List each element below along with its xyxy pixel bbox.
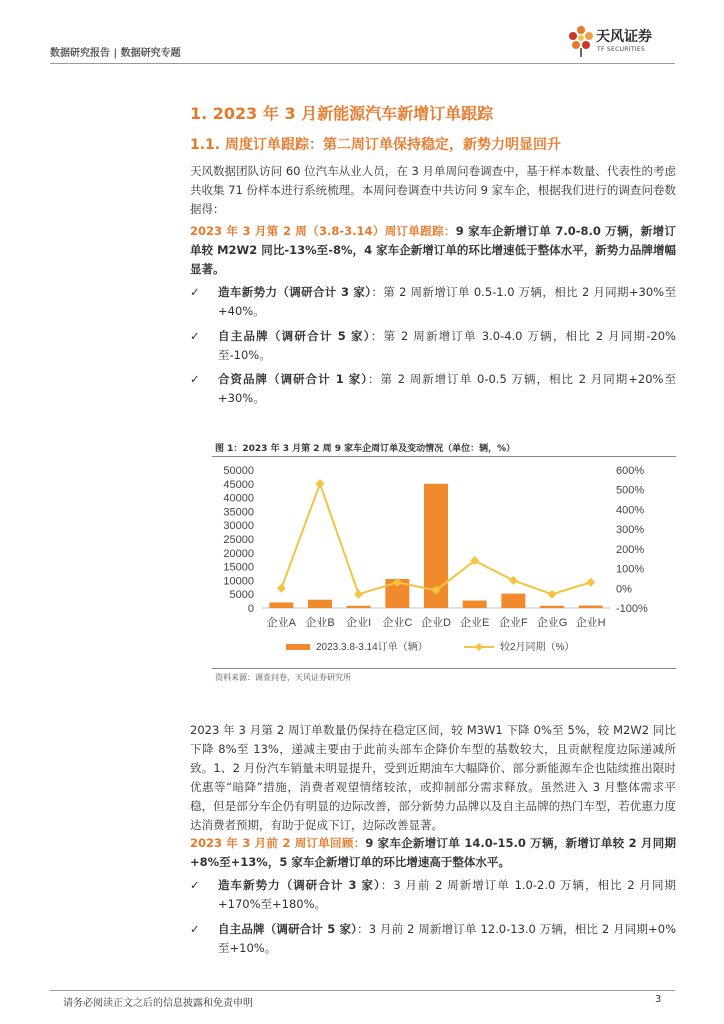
category-label: 企业A: [266, 617, 297, 629]
right-axis-tick-label: 100%: [616, 563, 645, 576]
footer-disclaimer: 请务必阅读正文之后的信息披露和免责申明: [63, 998, 253, 1009]
yoy-point-企业G: [548, 590, 557, 599]
figure-title: 图 1：2023 年 3 月第 2 周 9 家车企周订单及变动情况（单位：辆，%）: [215, 444, 516, 454]
bullet-label: 造车新势力（调研合计 3 家）: [218, 285, 372, 299]
analysis-paragraph: 2023 年 3 月第 2 周订单数量仍保持在稳定区间，较 M3W1 下降 0%至 5%，较 M2W2 同比下降 8%至 13%，递减主要由于此前头部车企降价车型的基数较大，且贡献程度边际递减所致。1、2 月份汽车销量未明显提升，受到近期油车大幅降价、部分新能源车企也陆续推出限时优惠等“暗降”措施，消费者观望情绪较浓，或抑制部分需求释放。虽然进入 3 月整体需求平稳，但是部分车企仍有明显的边际改善，部分新势力品牌以及自主品牌的热门车型，若优惠力度达消费者预期，有助于促成下订，边际改善显著。: [190, 723, 676, 832]
category-label: 企业B: [305, 617, 335, 629]
page-number: 3: [655, 994, 662, 1005]
category-label: 企业H: [575, 617, 606, 629]
bullet-text: ：第 2 周新增订单 3.0-4.0 万辆，相比 2 月同期-20%至-10%。: [218, 329, 676, 362]
right-axis-tick-label: 500%: [616, 484, 645, 497]
right-axis-tick-label: 600%: [616, 465, 645, 477]
left-axis-tick-label: 40000: [223, 492, 254, 505]
footer-divider: [50, 990, 675, 991]
orders-chart: [212, 458, 676, 666]
bar-企业B: [308, 600, 332, 608]
left-axis-tick-label: 20000: [223, 547, 254, 560]
left-axis-tick-label: 25000: [223, 534, 254, 546]
bullet-label: 自主品牌（调研合计 5 家）: [218, 329, 371, 343]
header-divider: [50, 63, 675, 64]
yoy-point-企业F: [509, 576, 518, 585]
legend-bar-label: 2023.3.8-3.14订单（辆）: [316, 642, 428, 653]
bar-企业I: [347, 606, 371, 608]
bullet-text: ：第 2 周新增订单 0.5-1.0 万辆，相比 2 月同期+30%至+40%。: [218, 285, 676, 318]
left-axis-tick-label: 35000: [223, 506, 254, 519]
check-icon: ✓: [190, 372, 200, 386]
flower-logo-icon: [568, 24, 594, 58]
check-icon: ✓: [190, 922, 200, 936]
bar-企业A: [269, 602, 293, 608]
figure-bottom-rule: [212, 668, 676, 669]
left-axis-tick-label: 5000: [229, 589, 254, 602]
bar-企业H: [579, 606, 603, 608]
left-axis-tick-label: 45000: [223, 478, 254, 491]
week2-paragraph: [190, 222, 676, 279]
subsection-heading: 1.1. 周度订单跟踪：第二周订单保持稳定，新势力明显回升: [190, 137, 561, 153]
company-logo: [568, 24, 680, 60]
bar-企业E: [463, 601, 487, 608]
bullet-label: 造车新势力（调研合计 3 家）: [218, 878, 381, 892]
check-icon: ✓: [190, 285, 200, 299]
left-axis-tick-label: 0: [247, 603, 254, 615]
category-label: 企业G: [536, 617, 568, 629]
check-icon: ✓: [190, 878, 200, 892]
bullet-label: 自主品牌（调研合计 5 家）: [218, 922, 358, 936]
right-axis-tick-label: 300%: [616, 524, 645, 537]
week2-body: 9 家车企新增订单 7.0-8.0 万辆，新增订单较 M2W2 同比-13%至-8%，4 家车企新增订单的环比增速低于整体水平，新势力品牌增幅显著。: [190, 224, 677, 276]
left-axis-tick-label: 10000: [223, 575, 254, 588]
legend-line-label: 较2月同期（%）: [500, 642, 575, 653]
yoy-point-企业A: [277, 584, 286, 593]
left-axis-tick-label: 15000: [223, 561, 254, 574]
left-axis-tick-label: 30000: [223, 520, 254, 533]
logo-name: 天风证券: [596, 29, 652, 45]
category-label: 企业D: [421, 617, 451, 629]
bar-企业G: [540, 606, 564, 608]
review-paragraph: [190, 834, 676, 872]
yoy-point-企业I: [354, 590, 363, 599]
check-icon: ✓: [190, 329, 200, 343]
bar-企业F: [501, 594, 525, 608]
right-axis-tick-label: 400%: [616, 504, 645, 517]
right-axis-tick-label: -100%: [616, 603, 648, 615]
bullet-text: ：3 月前 2 周新增订单 1.0-2.0 万辆，相比 2 月同期+170%至+180%。: [218, 878, 677, 911]
legend-line-marker: [475, 643, 483, 651]
yoy-point-企业B: [316, 479, 325, 488]
review-lead: 2023 年 3 月前 2 周订单回顾：: [190, 836, 366, 850]
bullet-text: ：3 月前 2 周新增订单 12.0-13.0 万辆，相比 2 月同期+0%至+10%。: [218, 922, 676, 955]
category-label: 企业F: [498, 617, 528, 629]
category-label: 企业E: [459, 617, 490, 629]
report-category: 数据研究报告 | 数据研究专题: [50, 48, 181, 59]
intro-paragraph: 天风数据团队访问 60 位汽车从业人员，在 3 月单周问卷调查中，基于样本数量、代表性的考虑共收集 71 份样本进行系统梳理。本周问卷调查中共访问 9 家车企，根据我们进行的调查问卷数据得：: [190, 164, 676, 216]
review-body: 9 家车企新增订单 14.0-15.0 万辆，新增订单较 2 月同期+8%至+13%，5 家车企新增订单的环比增速高于整体水平。: [190, 836, 676, 869]
logo-subtitle: TF SECURITIES: [597, 46, 646, 53]
bullet-text: ：第 2 周新增订单 0-0.5 万辆，相比 2 月同期+20%至+30%。: [218, 372, 676, 405]
category-label: 企业I: [346, 617, 372, 629]
bullet-label: 合资品牌（调研合计 1 家）: [218, 372, 369, 386]
left-axis-tick-label: 50000: [223, 465, 254, 477]
right-axis-tick-label: 200%: [616, 543, 645, 556]
yoy-point-企业H: [586, 578, 595, 587]
section-heading: 1. 2023 年 3 月新能源汽车新增订单跟踪: [190, 104, 494, 123]
week2-lead: 2023 年 3 月第 2 周（3.8-3.14）周订单跟踪：: [190, 224, 456, 238]
legend-bar-swatch: [286, 644, 310, 650]
figure-top-rule: [212, 456, 676, 457]
category-label: 企业C: [382, 617, 413, 629]
figure-source: 资料来源：调查问卷，天风证券研究所: [215, 673, 351, 682]
right-axis-tick-label: 0%: [616, 583, 632, 596]
